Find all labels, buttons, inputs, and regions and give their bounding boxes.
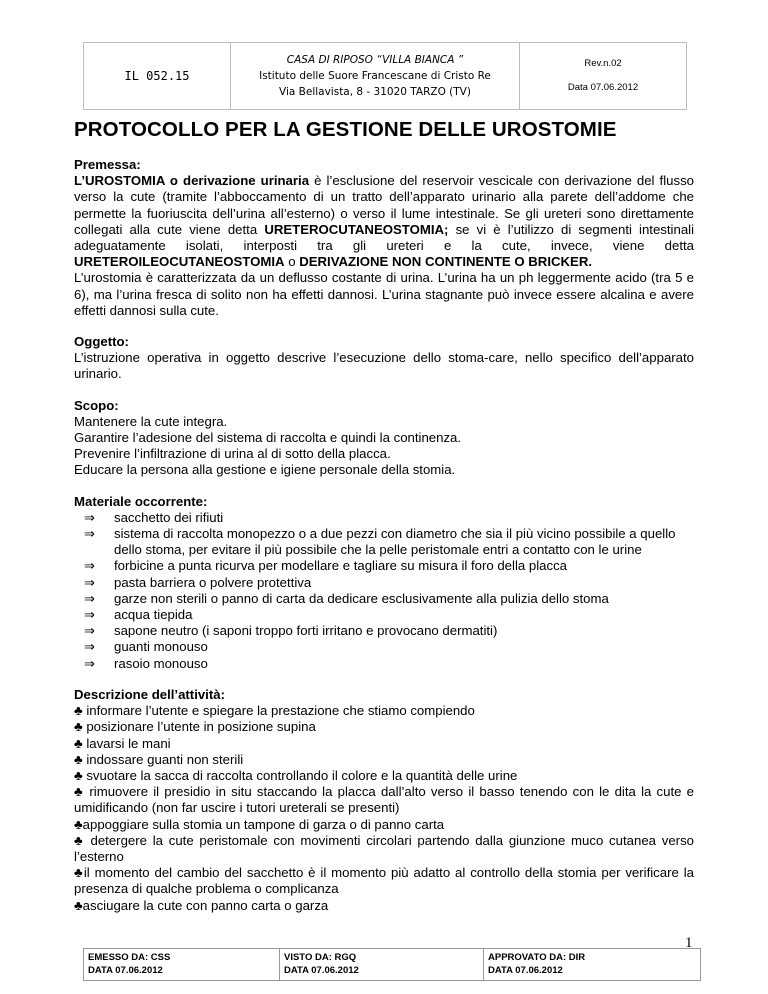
list-item-text: sapone neutro (i saponi troppo forti irritano e provocano dermatiti) — [114, 623, 498, 639]
activity-step: ♣ posizionare l’utente in posizione supina — [74, 719, 316, 735]
list-item-text: garze non sterili o panno di carta da dedicare esclusivamente alla pulizia dello stoma — [114, 590, 609, 606]
premessa-section — [74, 157, 694, 319]
activity-step: ♣ detergere la cute peristomale con movimenti circolari partendo dalla giunzione muco cutanea verso l’esterno — [74, 832, 694, 864]
premessa-text-a: è l’esclusione del reservoir vescicale con derivazione del flusso verso la cute (tramite l’abboccamento di un tratto dell’apparato urinario alla parete dell’addome che permette la fuoriuscita dell’urina all’esterno) o verso il lume intestinale. Se gli ureteri sono direttamente collegati alla cute viene detta — [74, 173, 694, 237]
list-item-text: acqua tiepida — [114, 607, 193, 623]
urostomia-term: L’UROSTOMIA o derivazione urinaria — [74, 173, 310, 189]
oggetto-section — [74, 334, 694, 383]
arrow-icon: ⇒ — [84, 655, 96, 671]
premessa-paragraph-2: L’urostomia è caratterizzata da un deflusso costante di urina. L’urina ha un ph leggermente acido (tra 5 e 6), ma l’urina fresca di solito non ha effetti dannosi. L’urina stagnante può invece essere alcalina e avere effetti dannosi sulla cute. — [74, 270, 694, 318]
footer-table — [83, 948, 701, 981]
page-number: 1 — [685, 935, 693, 951]
oggetto-text: L’istruzione operativa in oggetto descrive l’esecuzione dello stoma-care, nello specifico dell’apparato urinario. — [74, 350, 694, 382]
list-item — [74, 607, 694, 623]
arrow-icon: ⇒ — [84, 590, 96, 606]
activity-step: ♣asciugare la cute con panno carta o garza — [74, 897, 329, 913]
materiale-section — [74, 494, 694, 672]
revision-date: Data 07.06.2012 — [567, 82, 639, 93]
arrow-icon: ⇒ — [84, 509, 96, 525]
arrow-icon: ⇒ — [84, 558, 96, 574]
visto-label: VISTO DA: RGQ — [284, 952, 357, 963]
arrow-icon: ⇒ — [84, 623, 96, 639]
institution-description: Istituto delle Suore Francescane di Cristo Re — [259, 70, 491, 82]
activity-step: ♣ indossare guanti non sterili — [74, 751, 244, 767]
arrow-icon: ⇒ — [84, 607, 96, 623]
scopo-line: Educare la persona alla gestione e igiene personale della stomia. — [74, 462, 456, 478]
list-item — [74, 591, 694, 607]
list-item — [74, 575, 694, 591]
activity-step: ♣ informare l’utente e spiegare la prestazione che stiamo compiendo — [74, 703, 475, 719]
footer-approvato — [484, 949, 700, 980]
page-title: PROTOCOLLO PER LA GESTIONE DELLE UROSTOMIE — [74, 118, 617, 141]
approvato-date: DATA 07.06.2012 — [488, 965, 563, 976]
visto-date: DATA 07.06.2012 — [284, 965, 359, 976]
institution-name: CASA DI RIPOSO “VILLA BIANCA ” — [286, 54, 464, 66]
list-item-text: rasoio monouso — [114, 655, 208, 671]
footer-visto — [280, 949, 484, 980]
institution-address: Via Bellavista, 8 - 31020 TARZO (TV) — [279, 86, 471, 98]
list-item — [74, 510, 694, 526]
document-code-text: IL 052.15 — [124, 69, 190, 83]
activity-step: ♣ lavarsi le mani — [74, 735, 171, 751]
premessa-heading: Premessa: — [74, 157, 141, 172]
list-item — [74, 526, 694, 558]
list-item-text: sacchetto dei rifiuti — [114, 509, 224, 525]
arrow-icon: ⇒ — [84, 574, 96, 590]
revision-block — [520, 43, 686, 109]
header-table — [83, 42, 687, 110]
term-bricker: DERIVAZIONE NON CONTINENTE O BRICKER. — [299, 254, 593, 270]
list-item — [74, 656, 694, 672]
oggetto-heading: Oggetto: — [74, 334, 129, 350]
scopo-line: Garantire l’adesione del sistema di raccolta e quindi la continenza. — [74, 430, 462, 446]
term-ureteroileocutaneostomia: URETEROILEOCUTANEOSTOMIA — [74, 254, 285, 270]
list-item — [74, 558, 694, 574]
emesso-label: EMESSO DA: CSS — [88, 952, 171, 963]
institution-block — [231, 43, 520, 109]
document-body — [74, 157, 694, 929]
materiale-list — [74, 510, 694, 672]
activity-step: ♣appoggiare sulla stomia un tampone di garza o di panno carta — [74, 816, 445, 832]
approvato-label: APPROVATO DA: DIR — [488, 952, 586, 963]
arrow-icon: ⇒ — [84, 639, 96, 655]
list-item-text: pasta barriera o polvere protettiva — [114, 574, 312, 590]
premessa-paragraph-1 — [74, 173, 694, 270]
footer-emesso — [84, 949, 280, 980]
attivita-heading: Descrizione dell’attività: — [74, 686, 225, 702]
list-item-text: guanti monouso — [114, 639, 208, 655]
premessa-text-c: o — [284, 254, 300, 270]
scopo-section — [74, 398, 694, 479]
activity-step: ♣ svuotare la sacca di raccolta controllando il colore e la quantità delle urine — [74, 767, 518, 783]
arrow-icon: ⇒ — [84, 526, 96, 542]
list-item-text: forbicine a punta ricurva per modellare e tagliare su misura il foro della placca — [114, 558, 567, 574]
scopo-line: Mantenere la cute integra. — [74, 413, 228, 429]
document-code — [84, 43, 231, 109]
materiale-heading: Materiale occorrente: — [74, 493, 208, 509]
attivita-section — [74, 687, 694, 914]
term-ureterocutaneostomia: URETEROCUTANEOSTOMIA; — [264, 221, 449, 237]
activity-step: ♣ rimuovere il presidio in situ staccando la placca dall’alto verso il basso tenendo con le dita la cute e umidificando (non far uscire i tutori ureterali se presenti) — [74, 784, 694, 816]
list-item-text: sistema di raccolta monopezzo o a due pezzi con diametro che sia il più vicino possibile a quello dello stoma, per evitare il più possibile che la pelle peristomale entri a contatto con le urine — [114, 526, 676, 558]
list-item — [74, 639, 694, 655]
premessa-text-b: se vi è l’utilizzo di segmenti intestinali adeguatamente isolati, interposti tra gli ureteri e la cute, invece, viene detta — [74, 221, 695, 254]
scopo-line: Prevenire l’infiltrazione di urina al di sotto della placca. — [74, 446, 391, 462]
scopo-heading: Scopo: — [74, 397, 119, 413]
revision-number: Rev.n.02 — [584, 58, 622, 69]
list-item — [74, 623, 694, 639]
emesso-date: DATA 07.06.2012 — [88, 965, 163, 976]
activity-step: ♣il momento del cambio del sacchetto è il momento più adatto al controllo della stomia per verificare la presenza di qualche problema o complicanza — [74, 865, 694, 897]
